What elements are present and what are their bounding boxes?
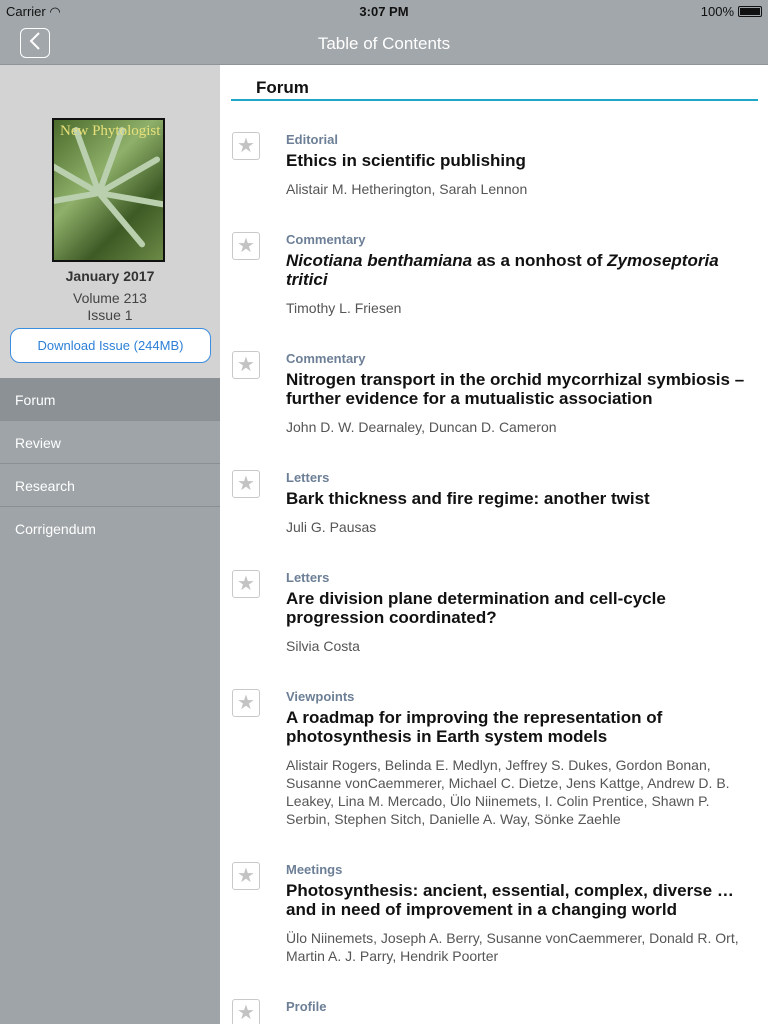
article-authors: Alistair M. Hetherington, Sarah Lennon — [286, 181, 528, 197]
favorite-star-icon[interactable]: ★ — [232, 862, 260, 890]
article-category: Meetings — [286, 862, 343, 877]
nav-bar — [0, 22, 768, 65]
article-title[interactable] — [286, 151, 748, 170]
article-category: Letters — [286, 570, 330, 585]
issue-cover[interactable] — [52, 118, 165, 262]
article-title[interactable] — [286, 251, 748, 289]
favorite-star-icon[interactable]: ★ — [232, 999, 260, 1024]
title-segment: Photosynthesis: ancient, essential, complex, diverse … and in need of improvement in a changing world — [286, 881, 734, 919]
title-segment: Bark thickness and fire regime: another twist — [286, 489, 650, 508]
issue-volume: Volume 213 — [73, 290, 147, 306]
title-segment: as a nonhost of — [472, 251, 608, 270]
article-title[interactable] — [286, 708, 748, 746]
title-segment: Zymoseptoria tritici — [286, 251, 719, 289]
article-item[interactable] — [220, 469, 768, 536]
issue-panel — [0, 65, 220, 378]
issue-month: January 2017 — [65, 268, 155, 284]
favorite-star-icon[interactable]: ★ — [232, 132, 260, 160]
article-item[interactable] — [220, 131, 768, 198]
section-list — [0, 378, 220, 550]
status-bar — [0, 0, 768, 22]
title-segment: Nitrogen transport in the orchid mycorrhizal symbiosis – further evidence for a mutualistic association — [286, 370, 745, 408]
section-heading: Forum — [256, 78, 309, 97]
article-category: Viewpoints — [286, 689, 355, 704]
issue-number: Issue 1 — [87, 307, 133, 323]
favorite-star-icon[interactable]: ★ — [232, 351, 260, 379]
sidebar-item-research[interactable]: Research — [0, 464, 220, 507]
article-authors: Juli G. Pausas — [286, 519, 377, 535]
contents-panel — [220, 65, 768, 1024]
article-authors: Silvia Costa — [286, 638, 360, 654]
carrier: Carrier — [6, 4, 46, 19]
section-divider — [231, 99, 758, 101]
article-category: Commentary — [286, 232, 366, 247]
battery — [701, 4, 762, 19]
article-title[interactable] — [286, 881, 748, 919]
title-segment: Nicotiana benthamiana — [286, 251, 473, 270]
sidebar-item-review[interactable]: Review — [0, 421, 220, 464]
title-segment: Ethics in scientific publishing — [286, 151, 526, 170]
favorite-star-icon[interactable]: ★ — [232, 232, 260, 260]
sidebar — [0, 65, 220, 1024]
clock: 3:07 PM — [359, 4, 409, 19]
wifi-icon: ◠ — [49, 4, 61, 19]
title-segment: A roadmap for improving the representation of photosynthesis in Earth system models — [286, 708, 663, 746]
article-title[interactable] — [286, 370, 748, 408]
article-category: Profile — [286, 999, 327, 1014]
cover-title: New Phytologist — [60, 123, 161, 139]
article-item[interactable] — [220, 231, 768, 317]
title-segment: Are division plane determination and cell-cycle progression coordinated? — [286, 589, 666, 627]
favorite-star-icon[interactable]: ★ — [232, 470, 260, 498]
article-list — [220, 131, 768, 1024]
article-category: Letters — [286, 470, 330, 485]
download-issue-button[interactable]: Download Issue (244MB) — [10, 328, 211, 363]
article-authors: Alistair Rogers, Belinda E. Medlyn, Jeffrey S. Dukes, Gordon Bonan, Susanne vonCaemmerer, Michael C. Dietze, Jens Kattge, Andrew D. B. Leakey, Lina M. Mercado, Ülo Niinemets, I. Colin Prentice, Shawn P. Serbin, Stephen Sitch, Danielle A. Way, Sönke Zaehle — [286, 757, 730, 827]
sidebar-item-corrigendum[interactable]: Corrigendum — [15, 521, 96, 537]
article-authors: Timothy L. Friesen — [286, 300, 402, 316]
article-category: Commentary — [286, 351, 366, 366]
article-item[interactable] — [220, 350, 768, 436]
article-authors: Ülo Niinemets, Joseph A. Berry, Susanne vonCaemmerer, Donald R. Ort, Martin A. J. Parry, Hendrik Poorter — [286, 930, 739, 964]
battery-icon — [738, 6, 762, 17]
page-title: Table of Contents — [317, 34, 451, 53]
article-title[interactable] — [286, 489, 748, 508]
sidebar-item-forum[interactable]: Forum — [0, 378, 220, 421]
article-authors: John D. W. Dearnaley, Duncan D. Cameron — [286, 419, 557, 435]
article-category: Editorial — [286, 132, 339, 147]
battery-percent: 100% — [700, 4, 734, 19]
favorite-star-icon[interactable]: ★ — [232, 570, 260, 598]
favorite-star-icon[interactable]: ★ — [232, 689, 260, 717]
article-item[interactable] — [220, 688, 768, 828]
article-item[interactable] — [220, 998, 768, 1024]
article-item[interactable] — [220, 861, 768, 965]
article-title[interactable] — [286, 589, 748, 627]
article-item[interactable] — [220, 569, 768, 655]
